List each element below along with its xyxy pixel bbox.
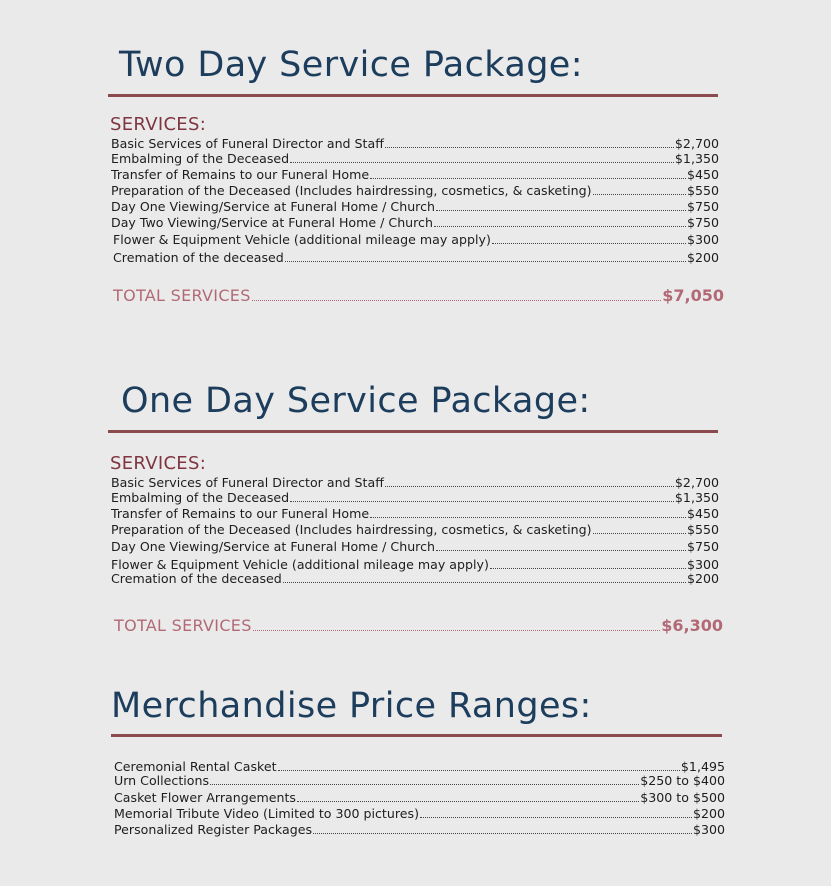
item-price: $300 [692,822,725,837]
item-price: $750 [686,199,719,214]
item-price: $1,495 [680,759,725,774]
item-price: $250 to $400 [640,773,725,788]
total-value: $7,050 [662,286,724,305]
merchandise-item-row [114,791,725,805]
item-price: $200 [692,806,725,821]
item-name: Transfer of Remains to our Funeral Home [111,506,370,521]
item-price: $2,700 [674,136,719,151]
one-day-item-row [111,572,719,586]
merchandise-heading: Merchandise Price Ranges: [111,686,592,726]
leader-dots [492,243,686,244]
total-value: $6,300 [661,616,723,635]
item-name: Embalming of the Deceased [111,151,290,166]
merchandise-item-row [114,774,725,788]
leader-dots [297,801,639,802]
leader-dots [290,501,674,502]
one-day-item-row [111,507,719,521]
item-name: Preparation of the Deceased (Includes hairdressing, cosmetics, & casketing) [111,183,592,198]
leader-dots [370,517,686,518]
two-day-item-row [113,251,719,265]
leader-dots [385,147,674,148]
merchandise-item-row [114,807,725,821]
item-price: $300 to $500 [640,790,725,805]
two-day-item-row [111,137,719,151]
item-price: $1,350 [674,151,719,166]
one-day-heading-rule [108,430,718,433]
total-label: TOTAL SERVICES [114,616,252,635]
one-day-item-row [111,558,719,572]
item-price: $1,350 [674,490,719,505]
item-name: Basic Services of Funeral Director and Staff [111,475,384,490]
item-name: Transfer of Remains to our Funeral Home [111,167,370,182]
item-price: $2,700 [674,475,719,490]
leader-dots [283,582,686,583]
one-day-item-row [111,476,719,490]
one-day-services-label: SERVICES: [110,453,207,474]
leader-dots [285,261,686,262]
leader-dots [252,300,662,301]
one-day-item-row [111,491,719,505]
item-name: Basic Services of Funeral Director and Staff [111,136,384,151]
item-price: $550 [686,522,719,537]
item-price: $750 [686,539,719,554]
one-day-item-row [111,523,719,537]
item-name: Day One Viewing/Service at Funeral Home / Church [111,199,435,214]
merchandise-heading-rule [111,734,722,737]
item-name: Flower & Equipment Vehicle (additional mileage may apply) [111,557,489,572]
two-day-item-row [111,200,719,214]
leader-dots [436,550,686,551]
item-price: $300 [686,557,719,572]
item-name: Day Two Viewing/Service at Funeral Home / Church [111,215,433,230]
leader-dots [370,178,686,179]
two-day-item-row [111,184,719,198]
leader-dots [278,770,680,771]
item-name: Urn Collections [114,773,210,788]
leader-dots [593,533,686,534]
item-price: $450 [686,506,719,521]
leader-dots [313,833,692,834]
item-name: Cremation of the deceased [111,571,282,586]
item-name: Embalming of the Deceased [111,490,290,505]
leader-dots [420,817,692,818]
item-name: Memorial Tribute Video (Limited to 300 pictures) [114,806,419,821]
item-price: $750 [686,215,719,230]
leader-dots [434,226,686,227]
leader-dots [490,568,686,569]
two-day-item-row [111,216,719,230]
item-name: Personalized Register Packages [114,822,313,837]
item-name: Day One Viewing/Service at Funeral Home / Church [111,539,435,554]
leader-dots [253,630,661,631]
leader-dots [290,162,674,163]
item-price: $550 [686,183,719,198]
item-name: Cremation of the deceased [113,250,284,265]
item-price: $200 [686,571,719,586]
one-day-item-row [111,540,719,554]
item-name: Casket Flower Arrangements [114,790,296,805]
one-day-total-row [114,617,723,635]
item-name: Flower & Equipment Vehicle (additional mileage may apply) [113,232,491,247]
leader-dots [436,210,686,211]
item-price: $300 [686,232,719,247]
two-day-heading-rule [108,94,718,97]
item-name: Preparation of the Deceased (Includes hairdressing, cosmetics, & casketing) [111,522,592,537]
two-day-item-row [111,168,719,182]
two-day-item-row [113,233,719,247]
merchandise-item-row [114,760,725,774]
merchandise-item-row [114,823,725,837]
item-price: $200 [686,250,719,265]
one-day-package-heading: One Day Service Package: [121,381,591,421]
two-day-total-row [113,287,724,305]
item-name: Ceremonial Rental Casket [114,759,277,774]
item-price: $450 [686,167,719,182]
two-day-package-heading: Two Day Service Package: [119,45,583,85]
leader-dots [593,194,686,195]
leader-dots [385,486,674,487]
two-day-item-row [111,152,719,166]
two-day-services-label: SERVICES: [110,114,207,135]
total-label: TOTAL SERVICES [113,286,251,305]
leader-dots [210,784,639,785]
